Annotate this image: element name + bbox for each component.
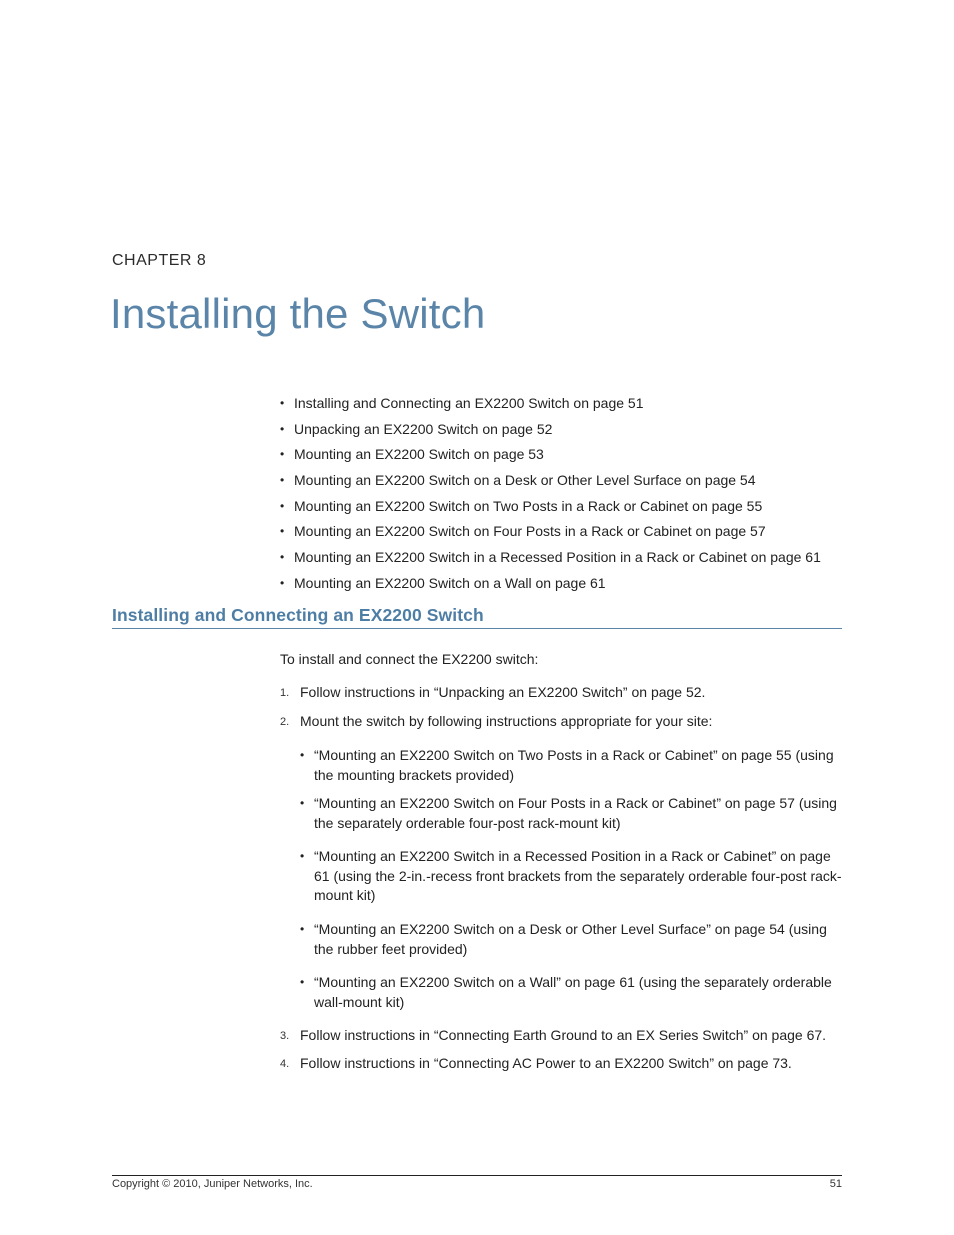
sub-item-text: “Mounting an EX2200 Switch on a Desk or Other Level Surface” on page 54 (using the rubber feet provided) — [314, 921, 827, 957]
sub-item — [300, 920, 842, 959]
toc-link[interactable]: Mounting an EX2200 Switch on a Wall on page 61 — [294, 574, 606, 591]
section-heading: Installing and Connecting an EX2200 Switch — [112, 605, 842, 629]
toc-item — [280, 393, 821, 419]
bullet-icon: • — [280, 473, 285, 488]
bullet-icon: • — [300, 849, 305, 863]
footer-copyright: Copyright © 2010, Juniper Networks, Inc. — [112, 1178, 313, 1190]
bullet-icon: • — [300, 922, 305, 936]
chapter-title: Installing the Switch — [110, 290, 486, 337]
toc-link[interactable]: Mounting an EX2200 Switch in a Recessed Position in a Rack or Cabinet on page 61 — [294, 549, 821, 566]
sub-item-text: “Mounting an EX2200 Switch in a Recessed Position in a Rack or Cabinet” on page 61 (using the 2-in.-recess front brackets from the separately orderable four-post rack-mount kit) — [314, 848, 842, 904]
chapter-toc — [280, 393, 821, 599]
step-number: 2. — [280, 716, 290, 728]
sub-item — [300, 746, 842, 785]
page-number: 51 — [829, 1178, 842, 1190]
bullet-icon: • — [300, 975, 305, 989]
bullet-icon: • — [280, 498, 285, 513]
footer-divider — [112, 1175, 842, 1176]
bullet-icon: • — [280, 447, 285, 462]
toc-link[interactable]: Mounting an EX2200 Switch on Two Posts in a Rack or Cabinet on page 55 — [294, 497, 763, 514]
bullet-icon: • — [300, 748, 305, 762]
toc-item — [280, 496, 821, 522]
chapter-label: CHAPTER 8 — [112, 252, 207, 269]
section-intro: To install and connect the EX2200 switch: — [280, 651, 539, 667]
bullet-icon: • — [280, 575, 285, 590]
toc-item — [280, 547, 821, 573]
bullet-icon: • — [280, 550, 285, 565]
toc-link[interactable]: Mounting an EX2200 Switch on a Desk or Other Level Surface on page 54 — [294, 472, 756, 489]
toc-item — [280, 470, 821, 496]
toc-link[interactable]: Mounting an EX2200 Switch on page 53 — [294, 446, 544, 463]
toc-item — [280, 444, 821, 470]
step-number: 3. — [280, 1030, 290, 1042]
sub-item — [300, 794, 842, 833]
sub-item — [300, 973, 842, 1012]
step-3 — [280, 1026, 842, 1046]
toc-item — [280, 419, 821, 445]
step-text: Follow instructions in “Connecting AC Power to an EX2200 Switch” on page 73. — [300, 1055, 792, 1071]
bullet-icon: • — [280, 396, 285, 410]
toc-item — [280, 573, 821, 599]
bullet-icon: • — [300, 796, 305, 810]
toc-item — [280, 521, 821, 547]
toc-link[interactable]: Mounting an EX2200 Switch on Four Posts in a Rack or Cabinet on page 57 — [294, 523, 766, 540]
step-2 — [280, 712, 842, 732]
step-4 — [280, 1054, 842, 1074]
step-1 — [280, 683, 842, 703]
toc-link[interactable]: Unpacking an EX2200 Switch on page 52 — [294, 420, 553, 437]
sub-item-text: “Mounting an EX2200 Switch on a Wall” on page 61 (using the separately orderable wall-mount kit) — [314, 974, 832, 1010]
step-text: Follow instructions in “Connecting Earth Ground to an EX Series Switch” on page 67. — [300, 1027, 827, 1043]
bullet-icon: • — [280, 524, 285, 539]
sub-item-text: “Mounting an EX2200 Switch on Two Posts in a Rack or Cabinet” on page 55 (using the mounting brackets provided) — [314, 747, 834, 783]
step-number: 4. — [280, 1058, 290, 1070]
step-text: Mount the switch by following instructions appropriate for your site: — [300, 713, 713, 729]
sub-item — [300, 847, 842, 906]
toc-link[interactable]: Installing and Connecting an EX2200 Switch on page 51 — [294, 395, 644, 411]
step-number: 1. — [280, 687, 290, 699]
sub-item-text: “Mounting an EX2200 Switch on Four Posts in a Rack or Cabinet” on page 57 (using the separately orderable four-post rack-mount kit) — [314, 795, 837, 831]
bullet-icon: • — [280, 421, 285, 436]
step-text: Follow instructions in “Unpacking an EX2200 Switch” on page 52. — [300, 684, 706, 700]
